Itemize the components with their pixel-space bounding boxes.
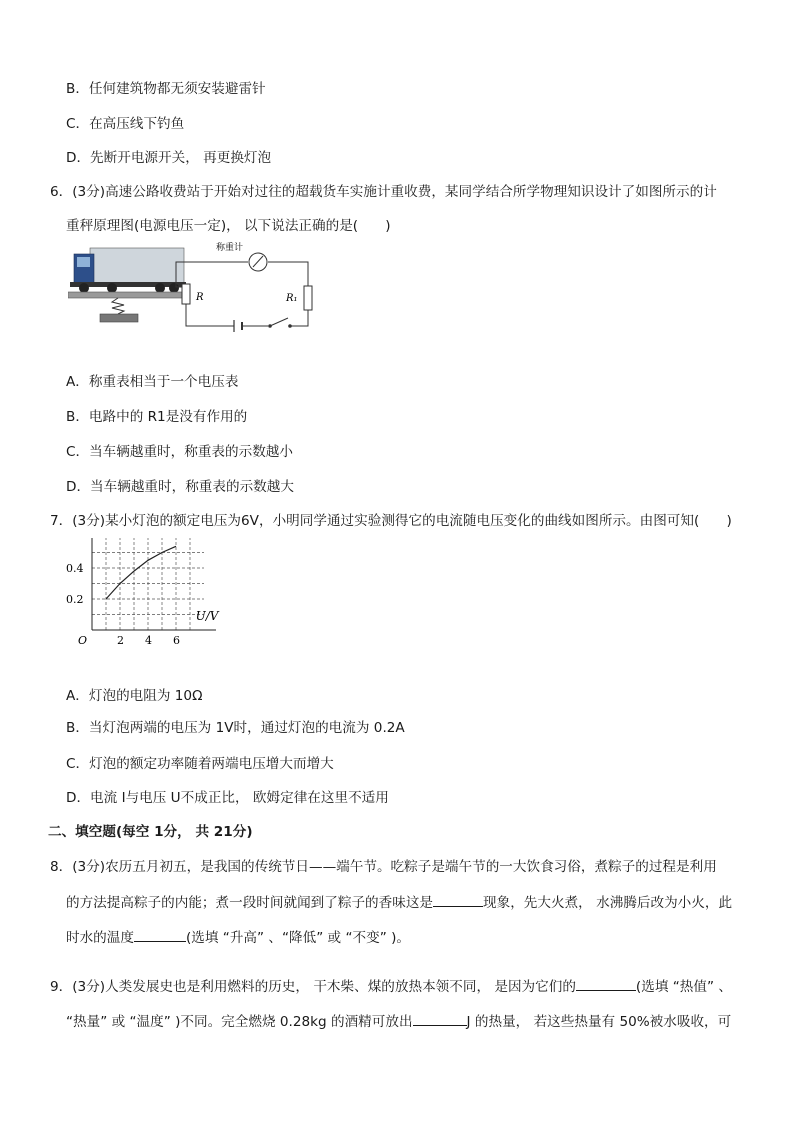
q7-option-c: C．灯泡的额定功率随着两端电压增大而增大 — [66, 756, 334, 772]
q6-option-a: A．称重表相当于一个电压表 — [66, 374, 239, 390]
chart-y-tick-label: 0.4 — [66, 562, 84, 575]
q8-line3-text-a: 时水的温度 — [66, 930, 134, 946]
circuit-wire-right — [290, 310, 308, 326]
q7-option-a: A．灯泡的电阻为 10Ω — [66, 688, 203, 704]
q7-iv-chart — [64, 538, 224, 648]
scale-platform — [68, 292, 188, 298]
q8-line2-text-b: 现象，先大火煮， 水沸腾后改为小火，此 — [483, 895, 733, 911]
q6-option-c: C．当车辆越重时，称重表的示数越小 — [66, 444, 293, 460]
q9-line1 — [50, 978, 732, 996]
q9-line2-text-b: J 的热量， 若这些热量有 50%被水吸收，可 — [466, 1014, 732, 1030]
spring — [112, 298, 124, 314]
q5-option-b: B．任何建筑物都无须安装避雷针 — [66, 81, 266, 97]
chart-series-curve — [106, 546, 176, 599]
q6-stem-line2: 重秤原理图(电源电压一定)， 以下说法正确的是( ) — [66, 218, 391, 234]
battery-icon — [234, 320, 242, 332]
resistor-r1-label: R₁ — [286, 293, 298, 304]
section-title-fill-blank: 二、填空题(每空 1分， 共 21分) — [48, 824, 253, 840]
circuit-wire-top — [268, 262, 308, 286]
q7-stem: 7．(3分)某小灯泡的额定电压为6V，小明同学通过实验测得它的电流随电压变化的曲线如图所示。由图可知( ) — [50, 513, 732, 529]
q6-scale-circuit-figure — [68, 242, 328, 334]
chart-x-axis-label: U/V — [195, 609, 219, 623]
resistor-r1 — [304, 286, 312, 310]
q9-blank-1[interactable] — [576, 978, 636, 991]
q8-line2-text-a: 的方法提高粽子的内能；煮一段时间就闻到了粽子的香味这是 — [66, 895, 434, 911]
chart-grid — [92, 538, 204, 630]
switch-icon — [268, 318, 292, 328]
q6-option-b: B．电路中的 R1是没有作用的 — [66, 409, 248, 425]
resistor-r — [182, 284, 190, 304]
circuit-wire-left — [186, 304, 234, 326]
resistor-r-label: R — [196, 292, 204, 303]
q8-blank-3[interactable] — [134, 929, 186, 942]
q8-line1: 8．(3分)农历五月初五，是我国的传统节日——端午节。吃粽子是端午节的一大饮食习俗，煮粽子的过程是利用 — [50, 859, 717, 875]
chart-x-tick-label: 4 — [145, 634, 152, 647]
chart-origin-label: O — [78, 634, 88, 647]
q7-option-b: B．当灯泡两端的电压为 1V时，通过灯泡的电流为 0.2A — [66, 720, 405, 736]
circuit-wire — [176, 262, 248, 287]
q9-blank-2[interactable] — [413, 1013, 467, 1026]
q6-option-d: D．当车辆越重时，称重表的示数越大 — [66, 479, 294, 495]
chart-x-tick-label: 6 — [173, 634, 180, 647]
truck-icon — [70, 248, 186, 293]
q8-blank-2[interactable] — [433, 894, 483, 907]
q9-line2-text-a: “热量” 或 “温度” )不同。完全燃烧 0.28kg 的酒精可放出 — [66, 1014, 413, 1030]
chart-x-tick-label: 2 — [117, 634, 124, 647]
q8-line3 — [66, 929, 410, 947]
q5-option-d: D．先断开电源开关， 再更换灯泡 — [66, 150, 272, 166]
scale-base — [100, 314, 138, 322]
q5-option-c: C．在高压线下钓鱼 — [66, 116, 185, 132]
q9-line2 — [66, 1013, 731, 1031]
q7-option-d: D．电流 I与电压 U不成正比， 欧姆定律在这里不适用 — [66, 790, 389, 806]
q9-line1-text-b: (选填 “热值” 、 — [635, 979, 732, 995]
q8-line3-text-b: (选填 “升高” 、“降低” 或 “不变” )。 — [185, 930, 410, 946]
q9-line1-text-a: 9．(3分)人类发展史也是利用燃料的历史， 干木柴、煤的放热本领不同， 是因为它们的 — [50, 979, 576, 995]
q6-stem-line1: 6．(3分)高速公路收费站于开始对过往的超载货车实施计重收费，某同学结合所学物理知识设计了如图所示的计 — [50, 184, 717, 200]
weight-meter-label: 称重计 — [216, 243, 244, 253]
q8-line2 — [66, 894, 732, 912]
chart-y-tick-label: 0.2 — [66, 593, 84, 606]
